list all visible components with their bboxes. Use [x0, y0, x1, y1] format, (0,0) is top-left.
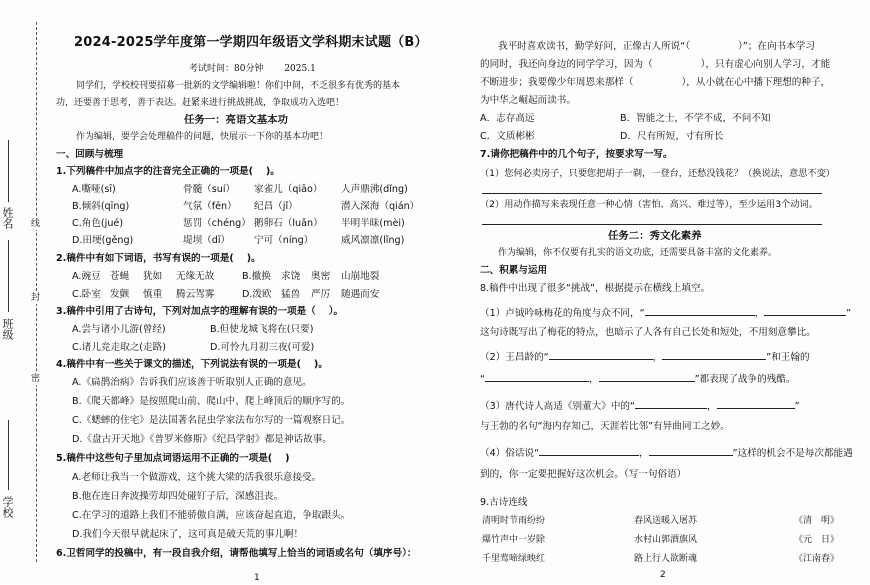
- q2-item: 求饶: [281, 271, 301, 282]
- exam-title: 2024-2025学年度第一学期四年级语文学科期末试题（B）: [74, 35, 428, 50]
- q8-2-comma: ，: [652, 352, 663, 363]
- q6-option-c: C．文质彬彬: [480, 131, 535, 142]
- q8-2-blank-4[interactable]: [599, 372, 695, 382]
- question-8: 8.稿件中出现了很多“挑战”，根据提示在横线上填空。: [480, 283, 711, 294]
- q2-item: 苍蝇: [110, 271, 130, 282]
- q1-item: 堤坝（dī）: [183, 235, 231, 246]
- q1-item: 鹅卵石（luǎn）: [254, 218, 323, 229]
- question-1: 1.下列稿件中加点字的注音完全正确的一项是( )。: [56, 166, 280, 177]
- q1-item: C.角色(jué): [72, 218, 124, 229]
- task2-description: 作为编辑，你不仅要有扎实的语文功底，还需要具备丰富的文化素养。: [498, 248, 778, 258]
- q1-item: 威风凛凛(lǐng): [341, 235, 405, 246]
- q4-option-d: D.《盘古开天地》《普罗米修斯》《纪昌学射》都是神话故事。: [72, 434, 332, 445]
- q2-options: [72, 270, 379, 302]
- q8-1-blank-1[interactable]: [645, 306, 755, 316]
- poem-line-right[interactable]: 春风送暖入屠苏: [634, 516, 698, 526]
- q6-option-b: B．智能之士，不学不成，不问不知: [620, 113, 771, 124]
- q8-3-comma: ，: [706, 401, 717, 412]
- q1-item: 潜入深海（qián）: [341, 201, 420, 212]
- q4-option-a: A.《扁鹊治病》告诉我们应该善于听取别人正确的意见。: [72, 377, 312, 388]
- q1-item: 惩罚（chéng）: [183, 218, 251, 229]
- name-label: 姓名: [1, 207, 14, 229]
- q9-row-3: [482, 552, 839, 566]
- page-number-2: 2: [660, 570, 666, 580]
- question-9: 9.古诗连线: [480, 497, 528, 508]
- q1-item: A.嘶哑(sī): [72, 184, 116, 195]
- task1-description: 作为编辑，要学会处理稿件的问题，快展示一下你的基本功吧！: [76, 132, 329, 142]
- q8-part-1-continued: 这句诗既写出了梅花的特点，也暗示了人各有自己长处和短处，不用刻意攀比。: [480, 327, 816, 338]
- q3-item: A.尝与诸小儿游(曾经): [72, 324, 166, 335]
- q1-item: 气氛（fēn）: [183, 201, 237, 212]
- name-field[interactable]: [8, 140, 9, 202]
- q8-1-prefix: （1）卢钺吟咏梅花的角度与众不同，“: [480, 308, 645, 319]
- q2-item: 猛兽: [281, 289, 301, 300]
- section2-heading: 二、积累与运用: [480, 265, 548, 276]
- q1-item: 骨髓（suí）: [183, 184, 236, 195]
- q8-4-prefix: （4）俗话说“: [480, 448, 540, 459]
- q2-item: A.豌豆: [72, 271, 101, 282]
- q8-1-blank-2[interactable]: [764, 306, 846, 316]
- q7-part-1-answer-line[interactable]: [482, 193, 822, 194]
- q2-item: 无缘无故: [176, 271, 215, 282]
- intro-paragraph-line-2: 的同时，我还向身边的同学学习，因为（ ），只有虚心向别人学习，才能: [480, 59, 831, 70]
- q1-row-c: [72, 217, 419, 231]
- q3-item: C.诸儿竞走取之(走路): [72, 342, 166, 353]
- q2-item: D.泼欧: [242, 289, 272, 300]
- binding-margin: [0, 0, 46, 583]
- q9-row-2: [482, 533, 839, 547]
- poem-line-left[interactable]: 清明时节雨纷纷: [482, 516, 546, 526]
- q8-4-suffix: ”这样的机会不是每次都能遇: [732, 448, 853, 459]
- cut-mark-line: 线: [31, 219, 41, 229]
- cut-mark-secret: 密: [31, 374, 41, 384]
- q1-item: 宁可（níng）: [254, 235, 314, 246]
- intro-line-1: 同学们，学校校刊要招募一批新的文学编辑啦！你们中间，不乏很多有优秀的基本: [76, 81, 401, 91]
- q3-row-ab: [72, 323, 314, 337]
- q2-row-cd: [72, 288, 379, 302]
- poem-line-right[interactable]: 水村山郭酒旗风: [634, 535, 698, 545]
- q8-3-blank-1[interactable]: [635, 399, 707, 409]
- task1-heading: 任务一：亮语文基本功: [184, 114, 288, 126]
- q8-4-blank-1[interactable]: [539, 446, 639, 456]
- task2-heading: 任务二：秀文化素养: [608, 230, 702, 242]
- q6-option-d: D．尺有所短，寸有所长: [620, 131, 724, 142]
- q2-item: 山崩地裂: [341, 271, 380, 282]
- poem-line-left[interactable]: 爆竹声中一岁除: [482, 535, 546, 545]
- class-field[interactable]: [8, 240, 9, 312]
- q1-item: D.田埂(gěng): [72, 235, 134, 246]
- q3-item: B.但使龙城飞将在(只要): [210, 324, 314, 335]
- q4-option-c: C.《蟋蟀的住宅》是法国著名昆虫学家法布尔写的一篇观察日记。: [72, 415, 351, 426]
- q2-item: 犹如: [143, 271, 163, 282]
- q2-item: 奥密: [311, 271, 331, 282]
- q1-item: 家雀儿（qiāo）: [254, 184, 323, 195]
- poem-title[interactable]: 《江南春》: [794, 554, 840, 564]
- q2-item: 随遇而安: [341, 289, 380, 300]
- q1-item: 半明半昧(mèi): [341, 218, 405, 229]
- cut-mark-seal: 封: [31, 293, 41, 303]
- question-6: 6.卫哲同学的投稿中，有一段自我介绍，请帮他填写上恰当的词语或名句（填序号）：: [56, 548, 417, 559]
- q7-part-2-answer-line[interactable]: [482, 224, 822, 225]
- q8-3-prefix: （3）唐代诗人高适《别董大》中的“: [480, 401, 635, 412]
- school-label: 学校: [1, 496, 14, 518]
- q8-part-4: [480, 446, 853, 461]
- q8-3-blank-2[interactable]: [717, 399, 795, 409]
- q1-item: B.倾斜(qīng): [72, 201, 130, 212]
- q3-row-cd: [72, 341, 314, 355]
- intro-paragraph-line-3: 不断进步；我要像少年周恩来那样（ ），从小就在心中播下理想的种子，: [480, 77, 831, 88]
- poem-title[interactable]: 《清 明》: [794, 516, 840, 526]
- q7-part-1: （1）您何必卖房子，只要您把胡子一剃，一登台，还愁没钱花？（换说法，意思不变）: [480, 168, 835, 179]
- q8-part-1: [480, 306, 851, 321]
- class-label: 班级: [1, 318, 14, 340]
- q2-item: 严厉: [311, 289, 331, 300]
- intro-paragraph-line-4: 为中华之崛起而读书。: [480, 95, 576, 106]
- q9-poem-matching: [482, 514, 839, 566]
- q7-part-2: （2）用动作描写来表现任意一种心情（害怕、高兴、难过等），至少运用3个动词。: [480, 199, 818, 210]
- page-number-1: 1: [254, 573, 260, 583]
- q4-option-b: B.《爬天都峰》是按照爬山前、爬山中、爬上峰顶后的顺序写的。: [72, 396, 351, 407]
- q5-option-c: C.在学习的道路上我们不能骄傲自满，应该奋起直追，争取跟头。: [72, 510, 351, 521]
- section1-heading: 一、回顾与梳理: [56, 149, 124, 160]
- q8-2-prefix: （2）王昌龄的“: [480, 352, 549, 363]
- question-2: 2.稿件中有如下词语，书写有误的一项是( )。: [56, 253, 261, 264]
- q8-part-3-continued: 与王勃的名句“海内存知己，天涯若比邻”有异曲同工之妙。: [480, 421, 730, 432]
- q8-part-2: [480, 350, 810, 365]
- q1-row-b: [72, 200, 419, 214]
- q5-option-b: B.他在连日奔波操劳却四处碰钉子后，深感沮丧。: [72, 491, 284, 502]
- poem-title[interactable]: 《元 日》: [794, 535, 840, 545]
- q1-row-d: [72, 234, 419, 248]
- q1-item: 纪昌（jǐ）: [254, 201, 298, 212]
- q8-2-open-quote: “: [480, 374, 485, 385]
- q6-option-a: A．志存高远: [480, 113, 535, 124]
- school-field[interactable]: [8, 420, 9, 490]
- q8-part-2-continued: [480, 372, 796, 387]
- q8-part-3: [480, 399, 800, 414]
- q3-options: [72, 323, 314, 355]
- q8-1-suffix: ”: [846, 308, 852, 319]
- exam-info: 考试时间：80分钟 2025.1: [189, 64, 316, 74]
- q2-item: 发颤: [110, 289, 130, 300]
- q5-option-a: A.老师让我当一个做游戏，这个挑大梁的活我很乐意接受。: [72, 472, 322, 483]
- q8-2-suffix: ”都表现了战争的残酷。: [694, 374, 796, 385]
- q3-item: D.可怜九月初三夜(可爱): [210, 342, 315, 353]
- q2-item: 腾云驾雾: [176, 289, 215, 300]
- q8-2-blank-1[interactable]: [549, 350, 653, 360]
- q8-3-suffix: ”: [794, 401, 800, 412]
- q8-part-4-continued: 到的，你一定要把握好这次机会。（写一句俗语）: [480, 469, 687, 480]
- intro-line-2: 功，还要善于思考，善于表达。赶紧来进行挑战挑战，争取成功入选吧！: [56, 98, 345, 108]
- q8-4-blank-2[interactable]: [649, 446, 733, 456]
- q8-1-comma: ，: [754, 308, 765, 319]
- q2-item: 慎重: [143, 289, 163, 300]
- question-3: 3.稿件中引用了古诗句，下列对加点字的理解有误的一项是（ ）。: [56, 306, 344, 317]
- q8-2-blank-2[interactable]: [662, 350, 766, 360]
- poem-line-left[interactable]: 千里莺啼绿映红: [482, 554, 546, 564]
- q8-2-comma-2: ，: [588, 374, 599, 385]
- q1-item: 人声鼎沸(dǐng): [341, 184, 408, 195]
- q2-row-ab: [72, 270, 379, 284]
- question-5: 5.稿件中这些句子里加点词语运用不正确的一项是( ): [56, 453, 290, 464]
- q8-4-comma: ，: [639, 448, 649, 459]
- question-4: 4.稿件中有一些关于课文的描述，下列说法有误的一项是( )。: [56, 359, 328, 370]
- q2-item: B.撤换: [242, 271, 271, 282]
- question-7: 7.请你把稿件中的几个句子，按要求写一写。: [480, 149, 673, 160]
- intro-paragraph-line-1: 我平时喜欢读书，勤学好问，正像古人所说“（ ）”；在向书本学习: [498, 41, 815, 52]
- q9-row-1: [482, 514, 839, 528]
- q2-item: C.卧室: [72, 289, 101, 300]
- poem-line-right[interactable]: 路上行人欲断魂: [634, 554, 698, 564]
- q5-option-d: D.我们今天很早就起床了，这可真是破天荒的事儿啊！: [72, 529, 304, 540]
- q8-2-blank-3[interactable]: [485, 372, 589, 382]
- q8-2-mid: ”和王翰的: [766, 352, 810, 363]
- q1-row-a: [72, 183, 419, 197]
- q1-options: [72, 183, 419, 248]
